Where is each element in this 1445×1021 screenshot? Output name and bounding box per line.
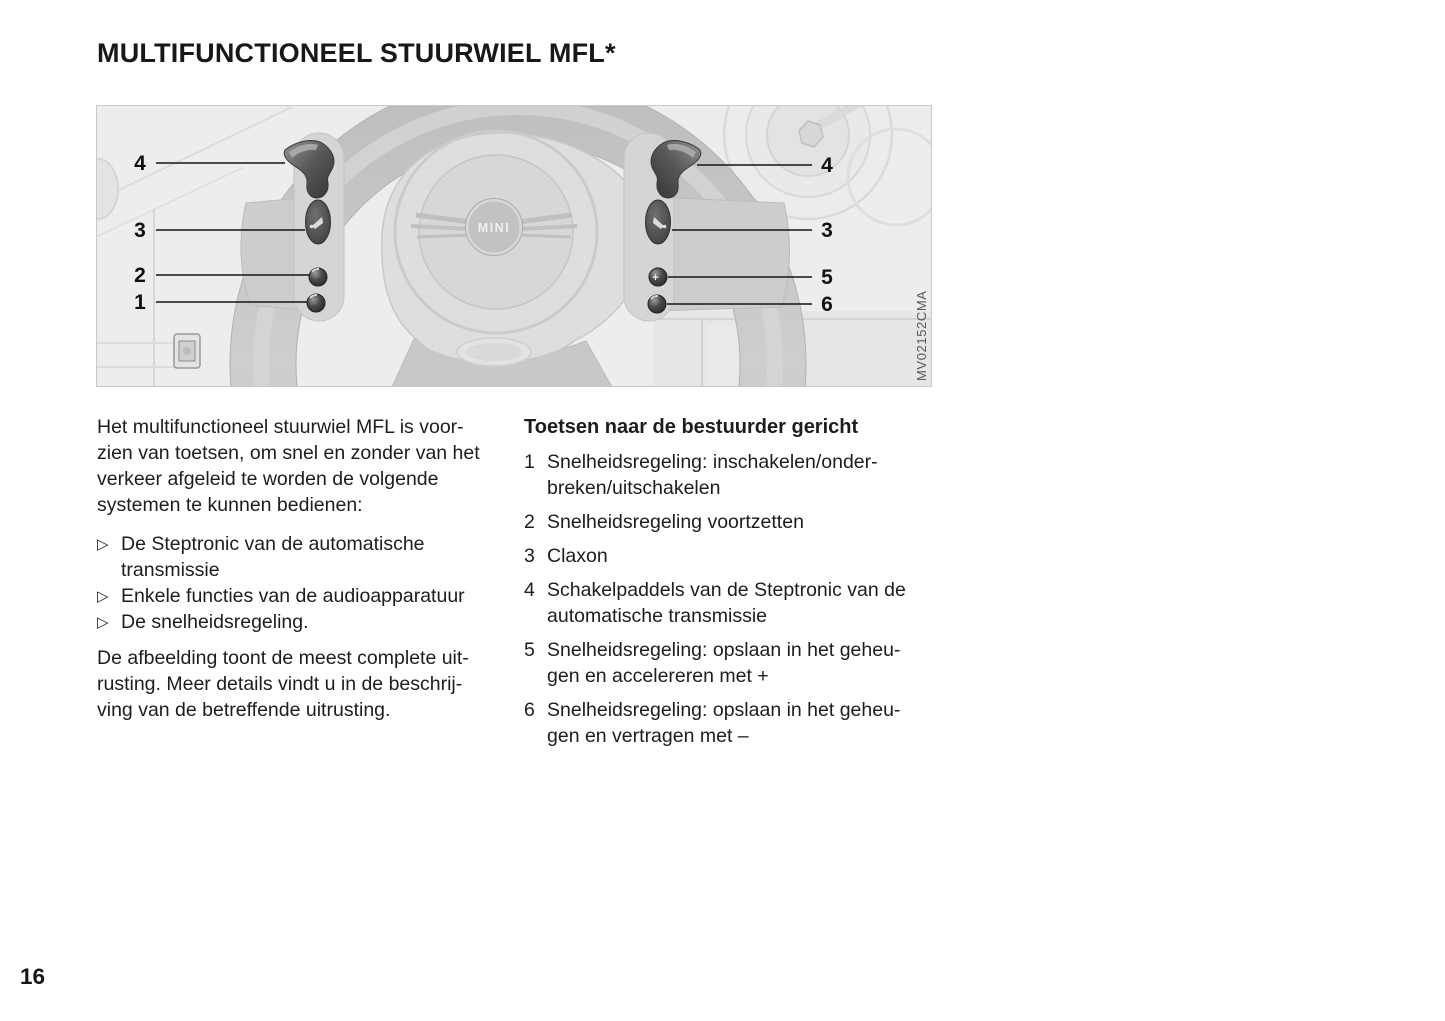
mini-logo-text: MINI [477, 221, 511, 235]
legend-item-number: 1 [524, 451, 535, 473]
cruise-plus-button [649, 268, 667, 286]
text-line: De Steptronic van de automatische [121, 533, 425, 555]
cruise-minus-button [648, 295, 666, 313]
systems-list [97, 531, 515, 635]
text-line: gen en vertragen met – [547, 725, 749, 747]
text-line: Het multifunctioneel stuurwiel MFL is voor- [97, 416, 464, 438]
text-line: breken/uitschakelen [547, 477, 721, 499]
right-horn-button [646, 200, 671, 244]
text-line: Snelheidsregeling voortzetten [547, 511, 804, 533]
page-title: MULTIFUNCTIONEEL STUURWIEL MFL* [97, 38, 616, 68]
list-item [97, 531, 515, 583]
lower-trim-oval-inner [466, 343, 522, 361]
intro-column [97, 414, 515, 723]
left-horn-button [306, 200, 331, 244]
text-line: Snelheidsregeling: opslaan in het geheu- [547, 699, 901, 721]
mirror-switch [174, 334, 200, 368]
legend-item-number: 3 [524, 545, 535, 567]
text-line: Snelheidsregeling: inschakelen/onder- [547, 451, 878, 473]
text-line: gen en accelereren met + [547, 665, 769, 687]
callout-number: 4 [134, 152, 146, 175]
triangle-bullet: ▷ [97, 535, 109, 553]
callout-number: 3 [134, 219, 146, 242]
plus-glyph: + [652, 272, 659, 284]
legend-item-number: 2 [524, 511, 535, 533]
text-line: automatische transmissie [547, 605, 768, 627]
note-paragraph [97, 645, 515, 723]
callout-number: 3 [821, 219, 833, 242]
legend-item [524, 509, 954, 535]
legend-item [524, 449, 954, 501]
watermark-text: MV02152CMA [914, 290, 929, 381]
list-item [97, 609, 515, 635]
legend-item-number: 5 [524, 639, 535, 661]
text-line: ving van de betreffende uitrusting. [97, 699, 391, 721]
legend-heading: Toetsen naar de bestuurder gericht [524, 416, 859, 438]
text-line: systemen te kunnen bedienen: [97, 494, 363, 516]
legend-item [524, 577, 954, 629]
text-line: verkeer afgeleid te worden de volgende [97, 468, 439, 490]
legend-item-number: 4 [524, 579, 535, 601]
legend-item [524, 637, 954, 689]
page-number: 16 [20, 964, 46, 989]
text-line: Schakelpaddels van de Steptronic van de [547, 579, 906, 601]
text-line: Snelheidsregeling: opslaan in het geheu- [547, 639, 901, 661]
triangle-bullet: ▷ [97, 613, 109, 631]
callout-number: 2 [134, 264, 146, 287]
text-line: zien van toetsen, om snel en zonder van het [97, 442, 480, 464]
legend-column [524, 414, 954, 757]
text-line: De afbeelding toont de meest complete uit- [97, 647, 469, 669]
triangle-bullet: ▷ [97, 587, 109, 605]
callout-number: 4 [821, 154, 833, 177]
callout-number: 1 [134, 291, 146, 314]
cruise-resume-button [309, 268, 327, 286]
steering-wheel-diagram [96, 105, 932, 387]
cruise-onoff-button [307, 294, 325, 312]
text-line: Claxon [547, 545, 608, 567]
text-line: rusting. Meer details vindt u in de beschrij- [97, 673, 463, 695]
list-item [97, 583, 515, 609]
intro-paragraph [97, 414, 515, 518]
text-line: transmissie [121, 559, 220, 581]
legend-item-number: 6 [524, 699, 535, 721]
steering-wheel-figure [96, 105, 932, 387]
text-line: Enkele functies van de audioapparatuur [121, 585, 465, 607]
callout-number: 6 [821, 293, 833, 316]
legend-item [524, 697, 954, 749]
callout-number: 5 [821, 266, 833, 289]
legend-item [524, 543, 954, 569]
text-line: De snelheidsregeling. [121, 611, 309, 633]
